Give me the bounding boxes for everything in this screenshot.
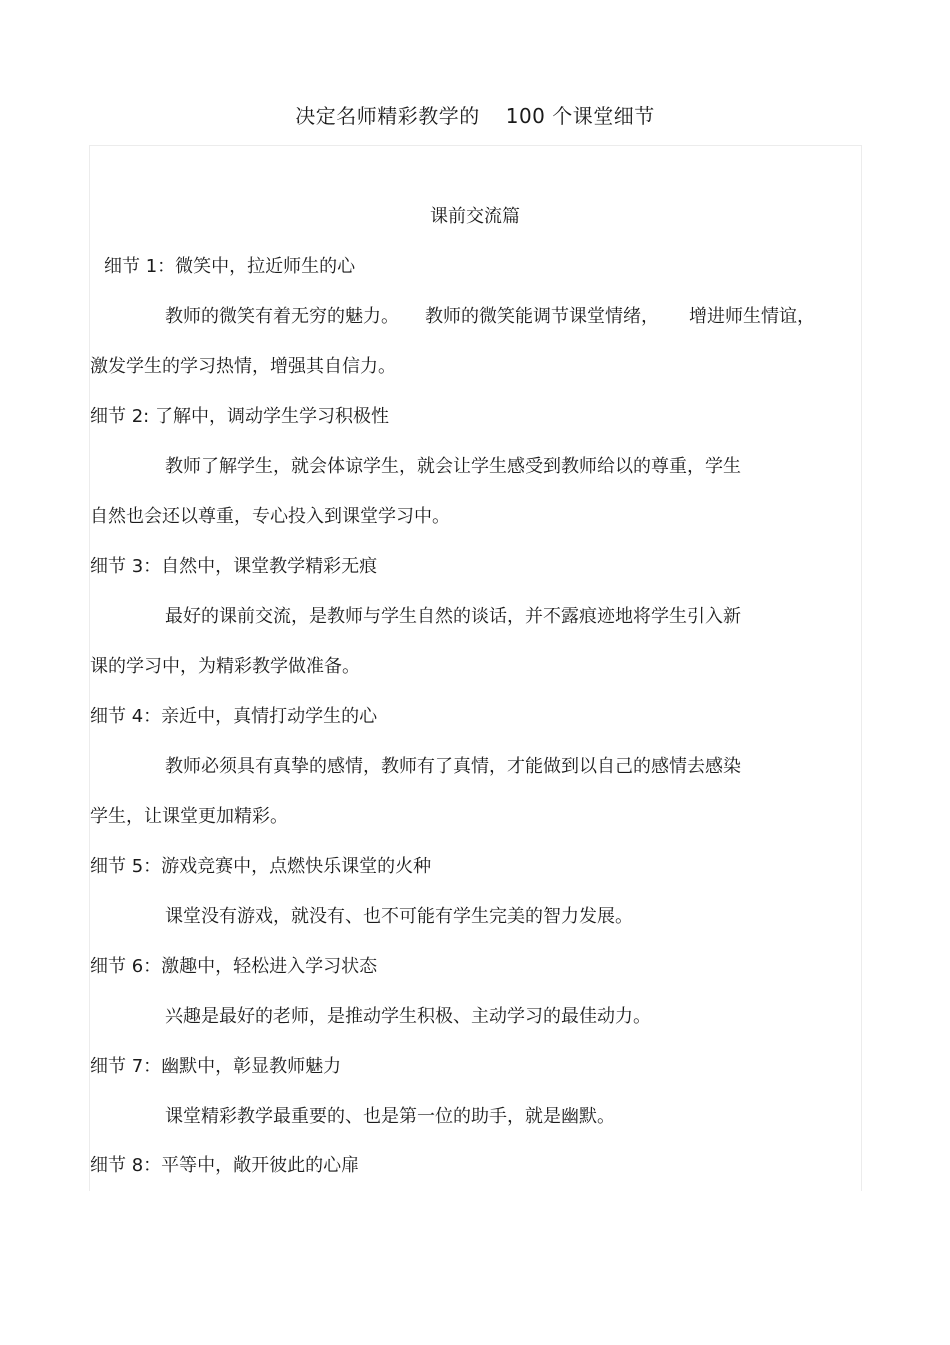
detail-7-body-line-1: 课堂精彩教学最重要的、也是第一位的助手，就是幽默。 bbox=[165, 1106, 615, 1127]
detail-1-body-line-2: 激发学生的学习热情，增强其自信力。 bbox=[90, 356, 396, 377]
detail-7-heading: 细节 7：幽默中，彰显教师魅力 bbox=[90, 1056, 342, 1077]
detail-4-body-line-2: 学生，让课堂更加精彩。 bbox=[90, 806, 288, 827]
document-title-number: 100 个课堂细节 bbox=[505, 104, 655, 128]
detail-2-body-line-1: 教师了解学生，就会体谅学生，就会让学生感受到教师给以的尊重，学生 bbox=[165, 456, 741, 477]
detail-1-body-line-1 bbox=[165, 304, 815, 330]
document-title bbox=[0, 100, 950, 132]
detail-3-body-line-1: 最好的课前交流，是教师与学生自然的谈话，并不露痕迹地将学生引入新 bbox=[165, 606, 741, 627]
detail-5-body-line-1: 课堂没有游戏，就没有、也不可能有学生完美的智力发展。 bbox=[165, 906, 633, 927]
detail-3-heading: 细节 3：自然中，课堂教学精彩无痕 bbox=[90, 556, 378, 577]
detail-2-body-line-2: 自然也会还以尊重，专心投入到课堂学习中。 bbox=[90, 506, 450, 527]
detail-6-body-line-1: 兴趣是最好的老师，是推动学生积极、主动学习的最佳动力。 bbox=[165, 1006, 651, 1027]
detail-6-heading: 细节 6：激趣中，轻松进入学习状态 bbox=[90, 956, 378, 977]
detail-3-body-line-2: 课的学习中，为精彩教学做准备。 bbox=[90, 656, 360, 677]
detail-1-body-part-b: 教师的微笑能调节课堂情绪， bbox=[425, 306, 659, 327]
detail-4-body-line-1: 教师必须具有真挚的感情，教师有了真情，才能做到以自己的感情去感染 bbox=[165, 756, 741, 777]
document-title-main: 决定名师精彩教学的 bbox=[295, 104, 480, 128]
detail-5-heading: 细节 5：游戏竞赛中，点燃快乐课堂的火种 bbox=[90, 856, 432, 877]
detail-1-body-part-c: 增进师生情谊， bbox=[689, 306, 815, 327]
detail-2-heading: 细节 2: 了解中，调动学生学习积极性 bbox=[90, 406, 389, 427]
detail-1-heading: 细节 1：微笑中，拉近师生的心 bbox=[104, 256, 356, 277]
section-title: 课前交流篇 bbox=[430, 206, 520, 227]
detail-1-body-part-a: 教师的微笑有着无穷的魅力。 bbox=[165, 306, 399, 327]
detail-8-heading: 细节 8：平等中，敞开彼此的心扉 bbox=[90, 1155, 360, 1176]
detail-4-heading: 细节 4：亲近中，真情打动学生的心 bbox=[90, 706, 378, 727]
